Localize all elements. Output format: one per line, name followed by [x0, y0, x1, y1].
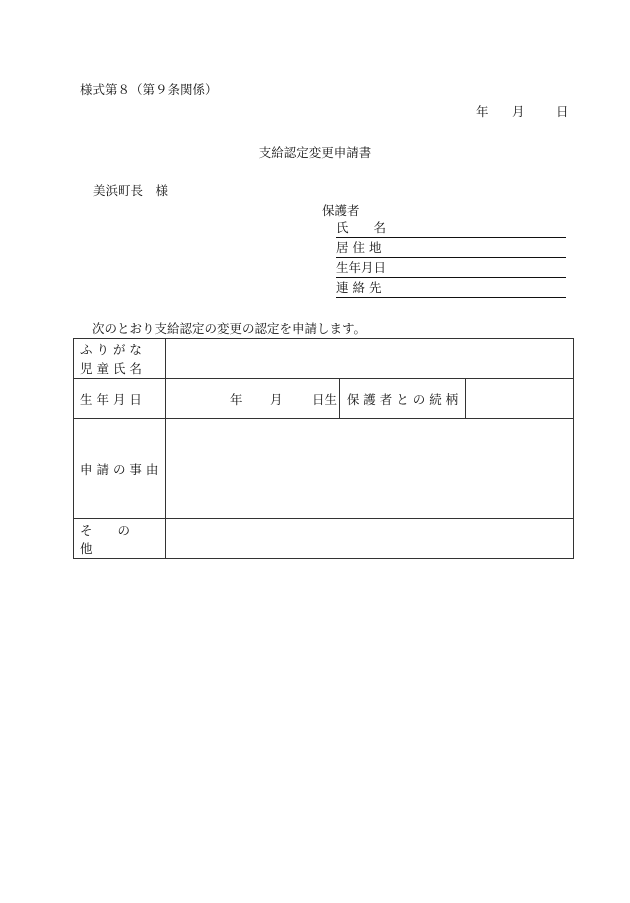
dob-day-label: 日生 — [312, 391, 338, 407]
applicant-address-label: 居 住 地 — [336, 240, 382, 255]
date-month-label: 月 — [512, 104, 525, 119]
relationship-input[interactable] — [466, 379, 574, 419]
other-label-cell — [74, 519, 166, 559]
recipient: 美浜町長 様 — [93, 183, 169, 198]
applicant-birthdate-label: 生年月日 — [336, 260, 387, 275]
birthdate-label-cell — [74, 379, 166, 419]
applicant-contact-field[interactable] — [336, 279, 566, 298]
applicant-address-field[interactable] — [336, 239, 566, 258]
birthdate-input[interactable] — [166, 379, 340, 419]
child-name-label: 児 童 氏 名 — [80, 360, 142, 376]
document-title: 支給認定変更申請書 — [258, 145, 372, 160]
other-label: そ の 他 — [80, 522, 156, 556]
relationship-label-cell — [340, 379, 466, 419]
applicant-name-field[interactable] — [336, 219, 566, 238]
applicant-heading: 保護者 — [322, 203, 360, 218]
table-row — [74, 379, 574, 419]
date-year-label: 年 — [476, 104, 489, 119]
applicant-birthdate-field[interactable] — [336, 259, 566, 278]
dob-year-label: 年 — [230, 391, 243, 407]
table-row — [74, 419, 574, 519]
child-name-label-cell — [74, 339, 166, 379]
applicant-contact-label: 連 絡 先 — [336, 280, 382, 295]
form-number: 様式第８（第９条関係） — [80, 82, 218, 97]
child-name-input[interactable] — [166, 339, 574, 379]
table-row — [74, 519, 574, 559]
intro-text: 次のとおり支給認定の変更の認定を申請します。 — [92, 321, 367, 336]
table-row — [74, 339, 574, 379]
application-table — [73, 338, 574, 559]
furigana-label: ふ り が な — [80, 341, 142, 357]
reason-input[interactable] — [166, 419, 574, 519]
birthdate-label: 生 年 月 日 — [80, 391, 142, 407]
reason-label-cell — [74, 419, 166, 519]
dob-month-label: 月 — [270, 391, 283, 407]
reason-label: 申 請 の 事 由 — [80, 461, 159, 477]
other-input[interactable] — [166, 519, 574, 559]
applicant-name-label: 氏 名 — [336, 220, 387, 235]
date-line — [476, 102, 569, 120]
relationship-label: 保 護 者 と の 続 柄 — [346, 391, 459, 407]
date-day-label: 日 — [556, 104, 569, 119]
